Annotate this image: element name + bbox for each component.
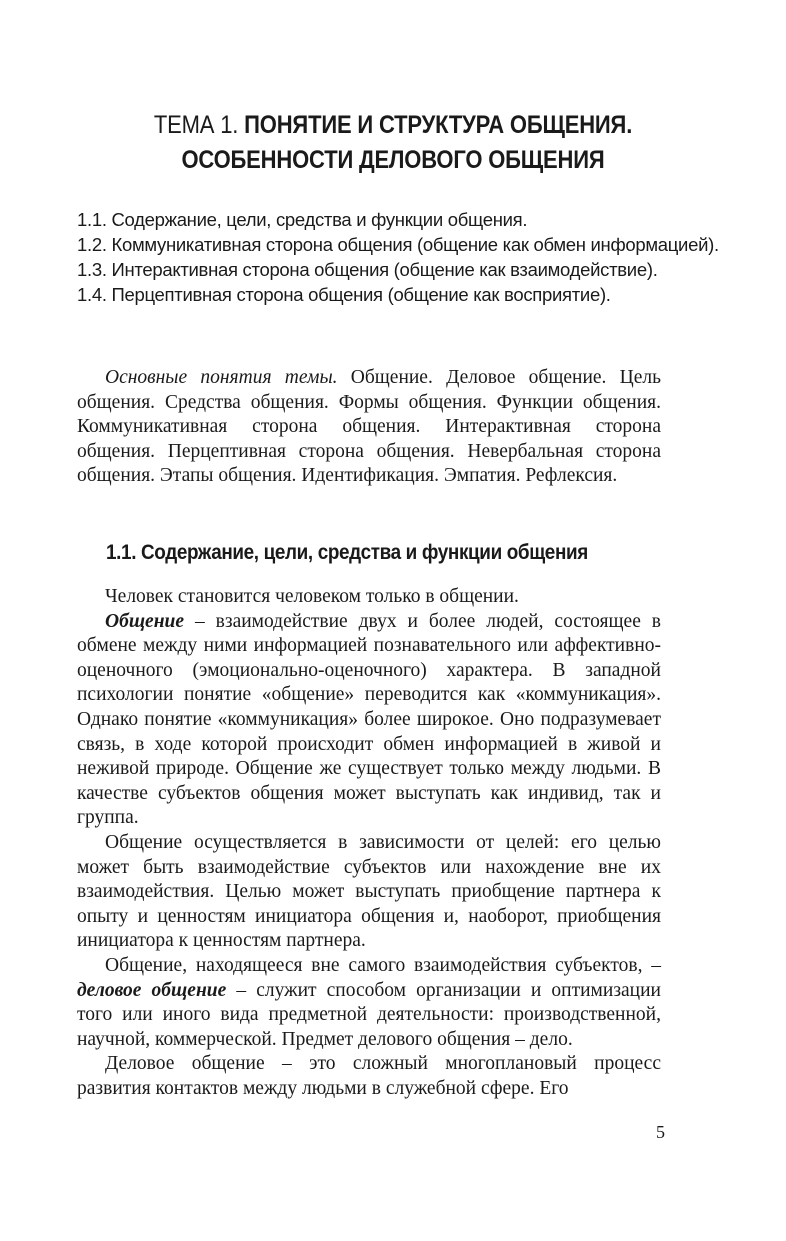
toc-item: 1.3. Интерактивная сторона общения (общение как взаимодействие). [77,259,658,280]
toc-item: 1.4. Перцептивная сторона общения (общение как восприятие). [77,284,611,305]
term-delovoe-obshchenie: деловое общение [77,979,227,1001]
paragraph: Общение осуществляется в зависимости от целей: его целью может быть взаимодействие субъектов или нахождение вне их взаимодействия. Целью может выступать приобщение партнера к опыту и ценностям инициатора общения и, наоборот, приобщения инициатора к ценностям партнера. [77,831,661,952]
topic-prefix: ТЕМА 1. [153,111,239,139]
paragraph-text: – взаимодействие двух и более людей, состоящее в обмене между ними информацией познавательного или аффективно-оценочного (эмоционально-оценочного) характера. В западной психологии понятие «общение» переводится как «коммуникация». Однако понятие «коммуникация» более широкое. Оно подразумевает связь, в ходе которой происходит обмен информацией в живой и неживой природе. Общение же существует только между людьми. В качестве субъектов общения может выступать как индивид, так и группа. [77,610,661,829]
key-concepts [77,366,661,489]
term-obshchenie: Общение [105,610,185,632]
topic-contents [77,208,737,307]
paragraph-text: – служит способом организации и оптимизации того или иного вида предметной деятельности: производственной, научной, коммерческой. Предмет делового общения – дело. [77,979,661,1050]
paragraph: Человек становится человеком только в общении. [105,586,519,607]
paragraph [77,954,661,1052]
topic-title-line1: ПОНЯТИЕ И СТРУКТУРА ОБЩЕНИЯ. [244,111,633,139]
section-body [77,585,661,1101]
toc-item: 1.1. Содержание, цели, средства и функции общения. [77,209,528,230]
topic-title [47,108,739,178]
section-heading: 1.1. Содержание, цели, средства и функции общения [106,541,588,564]
paragraph [77,610,661,831]
paragraph-text: Общение, находящееся вне самого взаимодействия субъектов, – [105,954,661,976]
key-concepts-text: Общение. Деловое общение. Цель общения. Средства общения. Формы общения. Функции общения. Коммуникативная сторона общения. Интерактивная сторона общения. Перцептивная сторона общения. Невербальная сторона общения. Этапы общения. Идентификация. Эмпатия. Рефлексия. [77,367,662,487]
toc-item: 1.2. Коммуникативная сторона общения (общение как обмен информацией). [77,234,719,255]
paragraph: Деловое общение – это сложный многоплановый процесс развития контактов между людьми в служебной сфере. Его [77,1053,661,1099]
topic-title-line2: ОСОБЕННОСТИ ДЕЛОВОГО ОБЩЕНИЯ [181,146,605,174]
key-concepts-lead: Основные понятия темы. [105,367,338,388]
page-number: 5 [656,1122,665,1142]
